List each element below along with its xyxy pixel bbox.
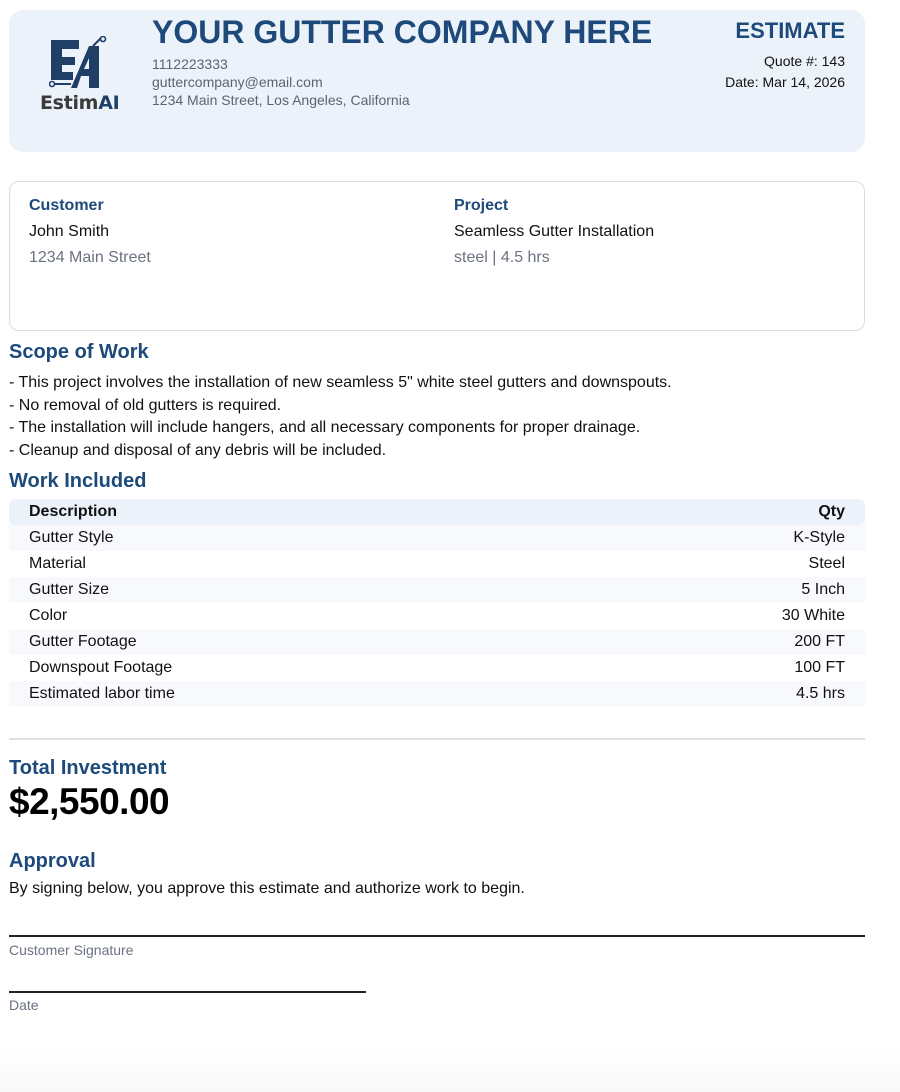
logo-wordmark: [40, 92, 119, 114]
row-description: Material: [29, 555, 86, 572]
date-label: Date: [9, 997, 39, 1013]
company-contact-info: [152, 55, 410, 109]
company-address: 1234 Main Street, Los Angeles, California: [152, 92, 410, 108]
table-row: [9, 525, 865, 551]
company-logo: [39, 36, 121, 122]
date-signature-line[interactable]: [9, 991, 366, 993]
table-row: [9, 681, 865, 707]
estimate-meta: [725, 51, 845, 93]
project-details: steel | 4.5 hrs: [454, 249, 550, 266]
customer-section: [29, 196, 151, 268]
total-investment-label: Total Investment: [9, 757, 167, 779]
work-included-title: Work Included: [9, 470, 147, 492]
table-row: [9, 629, 865, 655]
scope-item: - Cleanup and disposal of any debris will be included.: [9, 442, 387, 460]
scope-item: - No removal of old gutters is required.: [9, 396, 282, 414]
column-header-description: Description: [29, 503, 118, 520]
row-qty: K-Style: [793, 529, 845, 546]
document-type-title: ESTIMATE: [735, 18, 845, 43]
quote-number: Quote #: 143: [764, 53, 845, 69]
table-header-row: [9, 499, 865, 525]
row-description: Gutter Style: [29, 529, 114, 546]
customer-project-box: [9, 181, 865, 331]
estimate-date: Date: Mar 14, 2026: [725, 74, 845, 90]
row-description: Estimated labor time: [29, 685, 175, 702]
estimai-logo-icon: [49, 36, 111, 90]
project-name: Seamless Gutter Installation: [454, 223, 655, 240]
table-row: [9, 551, 865, 577]
scope-item: - The installation will include hangers, and all necessary components for proper drainage.: [9, 419, 641, 437]
table-row: [9, 655, 865, 681]
customer-label: Customer: [29, 197, 104, 214]
customer-signature-label: Customer Signature: [9, 942, 134, 958]
estimate-meta-block: [725, 18, 845, 93]
table-row: [9, 577, 865, 603]
approval-title: Approval: [9, 850, 96, 872]
column-header-qty: Qty: [818, 503, 845, 520]
project-label: Project: [454, 197, 509, 214]
company-phone: 1112223333: [152, 56, 228, 72]
approval-statement: By signing below, you approve this estimate and authorize work to begin.: [9, 880, 525, 897]
row-qty: Steel: [808, 555, 845, 572]
section-divider: [9, 738, 865, 740]
project-section: [454, 196, 654, 268]
table-row: [9, 603, 865, 629]
customer-name: John Smith: [29, 223, 110, 240]
scope-item: - This project involves the installation of new seamless 5" white steel gutters and downspouts.: [9, 374, 672, 391]
scope-of-work-list: [9, 372, 672, 463]
row-qty: 30 White: [781, 607, 845, 624]
company-name: YOUR GUTTER COMPANY HERE: [152, 14, 653, 50]
row-qty: 4.5 hrs: [796, 685, 845, 702]
customer-address: 1234 Main Street: [29, 249, 151, 266]
row-qty: 200 FT: [794, 633, 845, 650]
estimate-document: [9, 10, 865, 1013]
row-qty: 100 FT: [794, 659, 845, 676]
logo-text-ai: AI: [98, 92, 120, 114]
scope-of-work-title: Scope of Work: [9, 341, 149, 363]
row-description: Gutter Size: [29, 581, 110, 598]
total-investment-value: $2,550.00: [9, 781, 170, 822]
row-description: Color: [29, 607, 68, 624]
row-description: Downspout Footage: [29, 659, 173, 676]
logo-text-estim: Estim: [40, 92, 99, 114]
company-email: guttercompany@email.com: [152, 74, 323, 90]
work-included-table: [9, 499, 865, 707]
row-qty: 5 Inch: [801, 581, 845, 598]
estimate-header: [9, 10, 865, 152]
customer-signature-line[interactable]: [9, 935, 865, 937]
row-description: Gutter Footage: [29, 633, 137, 650]
